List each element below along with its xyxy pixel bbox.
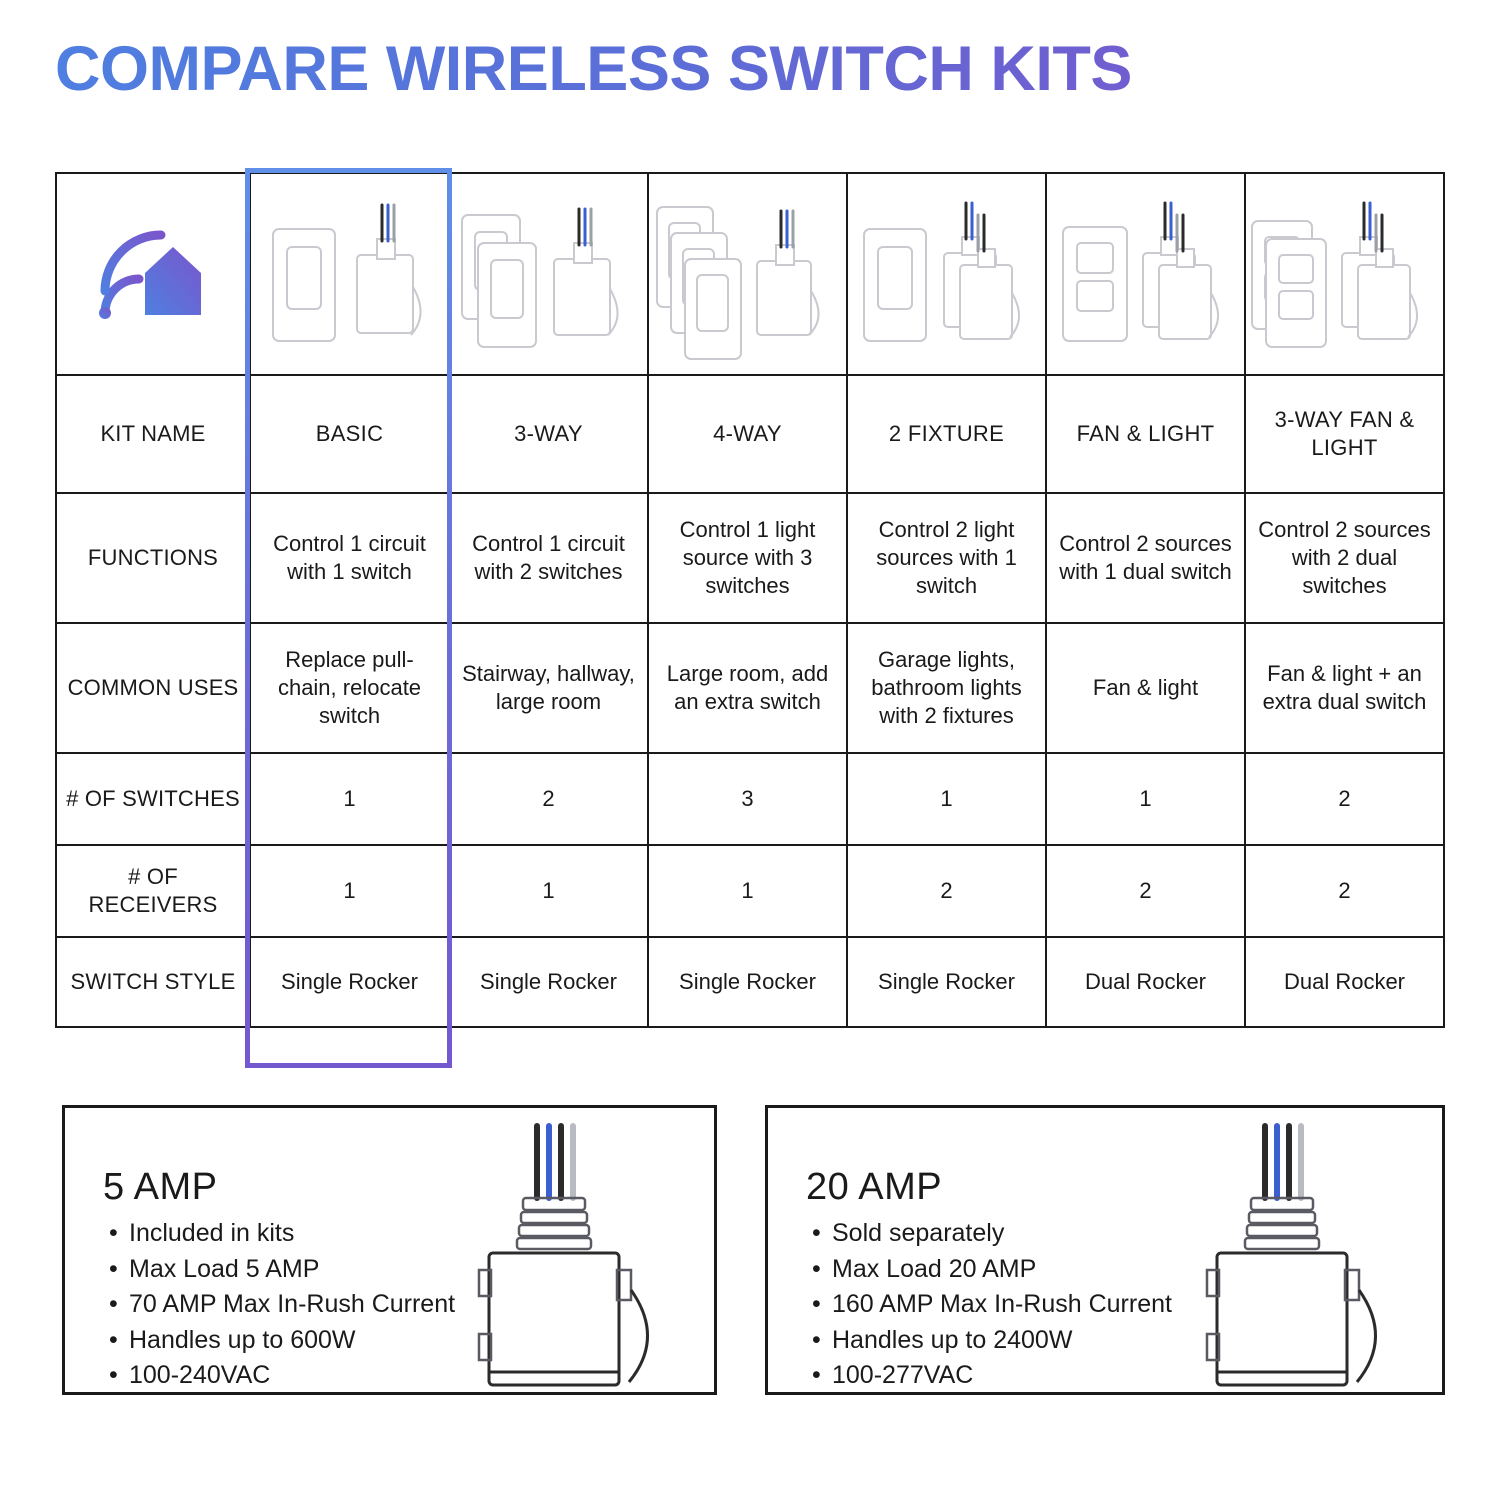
cell-functions: Control 1 circuit with 1 switch	[250, 493, 449, 623]
cell-num-switches: 1	[847, 753, 1046, 845]
table-row-switch-style	[56, 937, 1444, 1027]
switch-kit-4way-icon	[653, 177, 843, 372]
switch-kit-3way-icon	[454, 177, 644, 372]
row-label-functions: FUNCTIONS	[56, 493, 250, 623]
row-label-num-switches: # OF SWITCHES	[56, 753, 250, 845]
switch-kit-3way-fanlight-icon	[1250, 177, 1440, 372]
list-item: • Sold separately	[810, 1216, 1172, 1252]
cell-switch-style: Single Rocker	[250, 937, 449, 1027]
switch-kit-2fixture-icon	[852, 177, 1042, 372]
list-item: • Handles up to 600W	[107, 1323, 455, 1359]
cell-kit-name: BASIC	[250, 375, 449, 493]
cell-common-uses: Garage lights, bathroom lights with 2 fixtures	[847, 623, 1046, 753]
kit-image-cell	[1245, 173, 1444, 375]
cell-num-switches: 2	[1245, 753, 1444, 845]
cell-num-receivers: 1	[449, 845, 648, 937]
switch-kit-basic-icon	[255, 177, 445, 372]
row-label-num-receivers: # OF RECEIVERS	[56, 845, 250, 937]
cell-switch-style: Single Rocker	[847, 937, 1046, 1027]
list-item: • 100-277VAC	[810, 1358, 1172, 1394]
table-row-functions	[56, 493, 1444, 623]
cell-switch-style: Dual Rocker	[1046, 937, 1245, 1027]
table-row-images	[56, 173, 1444, 375]
panel-bullet-list	[107, 1216, 455, 1394]
comparison-table-wrapper	[55, 172, 1445, 1028]
list-item: • Max Load 20 AMP	[810, 1252, 1172, 1288]
cell-num-switches: 1	[1046, 753, 1245, 845]
row-label-switch-style: SWITCH STYLE	[56, 937, 250, 1027]
cell-functions: Control 2 light sources with 1 switch	[847, 493, 1046, 623]
cell-kit-name: 4-WAY	[648, 375, 847, 493]
list-item: • 100-240VAC	[107, 1358, 455, 1394]
cell-num-receivers: 2	[1245, 845, 1444, 937]
table-row-kit-name	[56, 375, 1444, 493]
brand-icon-cell	[56, 173, 250, 375]
cell-num-receivers: 1	[648, 845, 847, 937]
kit-image-cell	[648, 173, 847, 375]
cell-num-receivers: 2	[1046, 845, 1245, 937]
cell-switch-style: Single Rocker	[648, 937, 847, 1027]
receiver-module-icon	[1169, 1120, 1434, 1390]
row-label-common-uses: COMMON USES	[56, 623, 250, 753]
list-item: • 160 AMP Max In-Rush Current	[810, 1287, 1172, 1323]
cell-num-switches: 3	[648, 753, 847, 845]
cell-functions: Control 1 light source with 3 switches	[648, 493, 847, 623]
cell-kit-name: 3-WAY	[449, 375, 648, 493]
cell-kit-name: FAN & LIGHT	[1046, 375, 1245, 493]
table-row-num-switches	[56, 753, 1444, 845]
cell-common-uses: Replace pull-chain, relocate switch	[250, 623, 449, 753]
cell-switch-style: Single Rocker	[449, 937, 648, 1027]
page-title: COMPARE WIRELESS SWITCH KITS	[55, 36, 1455, 102]
kit-image-cell	[250, 173, 449, 375]
cell-common-uses: Large room, add an extra switch	[648, 623, 847, 753]
cell-functions: Control 1 circuit with 2 switches	[449, 493, 648, 623]
table-row-common-uses	[56, 623, 1444, 753]
receiver-module-icon	[441, 1120, 706, 1390]
cell-kit-name: 3-WAY FAN & LIGHT	[1245, 375, 1444, 493]
list-item: • 70 AMP Max In-Rush Current	[107, 1287, 455, 1323]
cell-switch-style: Dual Rocker	[1245, 937, 1444, 1027]
kit-image-cell	[1046, 173, 1245, 375]
switch-kit-fanlight-icon	[1051, 177, 1241, 372]
panel-bullet-list	[810, 1216, 1172, 1394]
cell-num-receivers: 1	[250, 845, 449, 937]
cell-kit-name: 2 FIXTURE	[847, 375, 1046, 493]
wifi-home-icon	[93, 219, 213, 329]
list-item: • Max Load 5 AMP	[107, 1252, 455, 1288]
amp-panel-5	[62, 1105, 717, 1395]
panel-heading: 5 AMP	[103, 1166, 218, 1208]
amp-panel-20	[765, 1105, 1445, 1395]
cell-common-uses: Stairway, hallway, large room	[449, 623, 648, 753]
kit-image-cell	[847, 173, 1046, 375]
cell-num-switches: 2	[449, 753, 648, 845]
list-item: • Included in kits	[107, 1216, 455, 1252]
cell-common-uses: Fan & light	[1046, 623, 1245, 753]
cell-num-receivers: 2	[847, 845, 1046, 937]
comparison-table	[55, 172, 1445, 1028]
panel-heading: 20 AMP	[806, 1166, 943, 1208]
cell-num-switches: 1	[250, 753, 449, 845]
cell-functions: Control 2 sources with 2 dual switches	[1245, 493, 1444, 623]
cell-common-uses: Fan & light + an extra dual switch	[1245, 623, 1444, 753]
kit-image-cell	[449, 173, 648, 375]
list-item: • Handles up to 2400W	[810, 1323, 1172, 1359]
cell-functions: Control 2 sources with 1 dual switch	[1046, 493, 1245, 623]
table-row-num-receivers	[56, 845, 1444, 937]
row-label-kit-name: KIT NAME	[56, 375, 250, 493]
